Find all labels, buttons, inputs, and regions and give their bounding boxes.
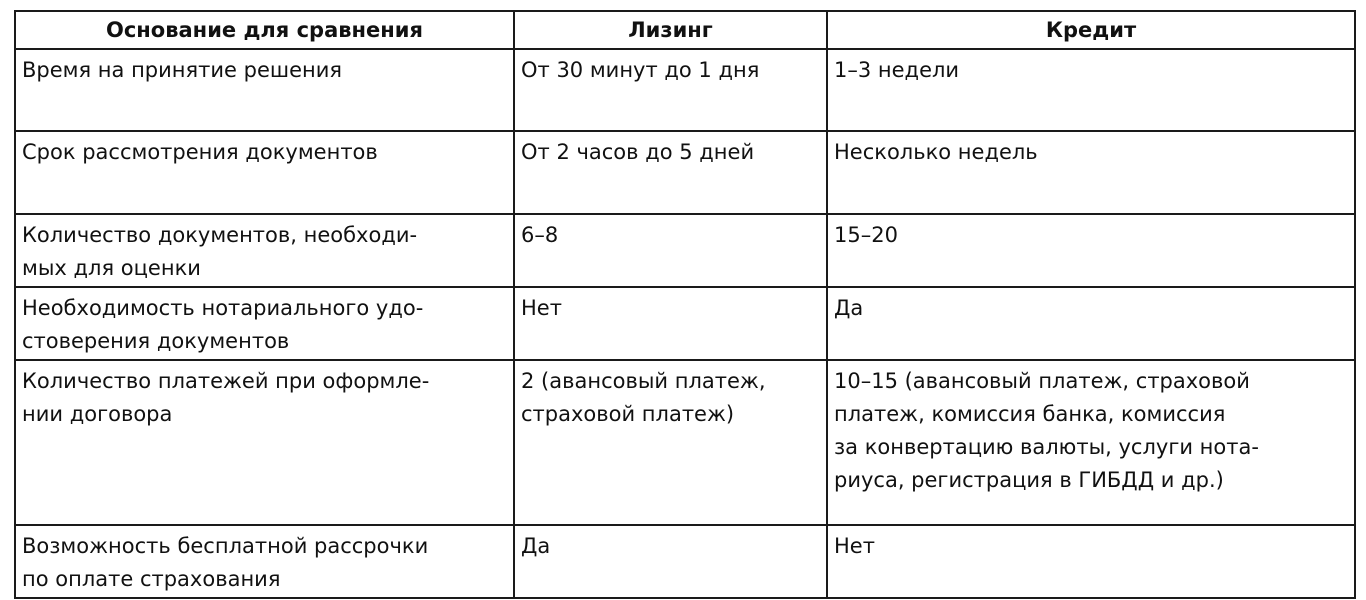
header-basis: Основание для сравнения	[15, 11, 514, 49]
cell-credit	[827, 287, 1355, 360]
cell-text: Да	[834, 296, 864, 320]
cell-text: Необходимость нотариального удо-	[22, 296, 424, 320]
cell-basis	[15, 214, 514, 287]
table-row	[15, 214, 1355, 287]
cell-text: платеж, комиссия банка, комиссия	[834, 402, 1226, 426]
cell-credit	[827, 525, 1355, 598]
cell-basis	[15, 360, 514, 525]
cell-text: 15–20	[834, 223, 898, 247]
cell-basis	[15, 287, 514, 360]
cell-leasing	[514, 360, 827, 525]
cell-leasing	[514, 287, 827, 360]
cell-text: Срок рассмотрения документов	[22, 140, 378, 164]
cell-credit	[827, 49, 1355, 131]
header-credit: Кредит	[827, 11, 1355, 49]
cell-basis	[15, 131, 514, 214]
cell-text: 2 (авансовый платеж,	[521, 369, 766, 393]
cell-leasing	[514, 214, 827, 287]
cell-text: 1–3 недели	[834, 58, 960, 82]
cell-leasing	[514, 525, 827, 598]
cell-text: Несколько недель	[834, 140, 1038, 164]
cell-text: 10–15 (авансовый платеж, страховой	[834, 369, 1250, 393]
table-row	[15, 360, 1355, 525]
cell-text: Да	[521, 534, 551, 558]
cell-text: страховой платеж)	[521, 402, 735, 426]
table-body	[15, 49, 1355, 598]
cell-text: риуса, регистрация в ГИБДД и др.)	[834, 468, 1224, 492]
header-row	[15, 11, 1355, 49]
cell-text: мых для оценки	[22, 256, 201, 280]
cell-text: От 30 минут до 1 дня	[521, 58, 760, 82]
cell-text: Нет	[521, 296, 562, 320]
cell-text: Количество платежей при оформле-	[22, 369, 430, 393]
table-row	[15, 525, 1355, 598]
table-row	[15, 287, 1355, 360]
cell-text: Количество документов, необходи-	[22, 223, 418, 247]
cell-leasing	[514, 49, 827, 131]
cell-leasing	[514, 131, 827, 214]
cell-basis	[15, 49, 514, 131]
table-row	[15, 131, 1355, 214]
cell-credit	[827, 360, 1355, 525]
cell-credit	[827, 131, 1355, 214]
comparison-table	[14, 10, 1356, 599]
cell-text: по оплате страхования	[22, 567, 281, 591]
cell-text: 6–8	[521, 223, 559, 247]
cell-text: Возможность бесплатной рассрочки	[22, 534, 429, 558]
cell-credit	[827, 214, 1355, 287]
cell-basis	[15, 525, 514, 598]
cell-text: нии договора	[22, 402, 173, 426]
cell-text: за конвертацию валюты, услуги нота-	[834, 435, 1259, 459]
cell-text: Время на принятие решения	[22, 58, 343, 82]
cell-text: От 2 часов до 5 дней	[521, 140, 755, 164]
table-header	[15, 11, 1355, 49]
cell-text: стоверения документов	[22, 329, 290, 353]
cell-text: Нет	[834, 534, 875, 558]
header-leasing: Лизинг	[514, 11, 827, 49]
table-row	[15, 49, 1355, 131]
